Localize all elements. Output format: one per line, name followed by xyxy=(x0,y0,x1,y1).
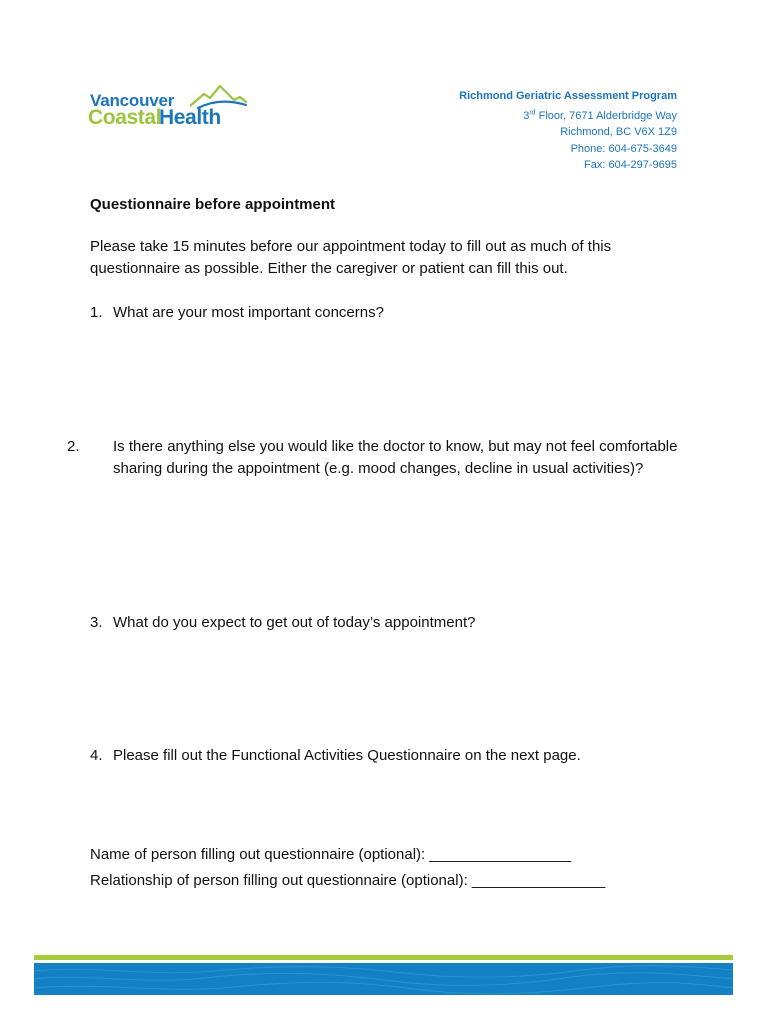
footer-blue-band xyxy=(34,963,733,995)
name-field-line[interactable]: Name of person filling out questionnaire (optional): _________________ xyxy=(90,846,572,863)
wave-pattern-icon xyxy=(34,963,733,995)
question-1 xyxy=(90,302,690,324)
address-city: Richmond, BC V6X 1Z9 xyxy=(560,126,677,138)
question-number: 1. xyxy=(90,304,103,321)
questionnaire-body xyxy=(67,194,690,889)
program-name: Richmond Geriatric Assessment Program xyxy=(459,90,677,102)
address-floor-line xyxy=(459,108,677,125)
floor-suffix: rd xyxy=(529,108,536,116)
logo-word-vancouver: Vancouver xyxy=(90,91,175,110)
question-text: What do you expect to get out of today’s appointment? xyxy=(113,614,476,631)
question-text: What are your most important concerns? xyxy=(113,304,384,321)
footer-green-rule xyxy=(34,955,733,960)
question-number: 3. xyxy=(90,614,103,631)
logo-word-health: Health xyxy=(159,106,221,129)
vch-logo xyxy=(88,84,248,134)
fax-number: Fax: 604-297-9695 xyxy=(584,159,677,171)
phone-number: Phone: 604-675-3649 xyxy=(570,142,677,155)
floor-number: 3 xyxy=(523,109,530,122)
relationship-field-line[interactable]: Relationship of person filling out questionnaire (optional): ________________ xyxy=(90,872,606,889)
question-number: 2. xyxy=(67,438,80,455)
street-address: Floor, 7671 Alderbridge Way xyxy=(535,109,677,122)
clinic-address-block xyxy=(459,88,677,174)
question-3 xyxy=(90,612,690,634)
question-text: Please fill out the Functional Activities Questionnaire on the next page. xyxy=(113,747,581,764)
intro-paragraph: Please take 15 minutes before our appointment today to fill out as much of this questionnaire as possible. Either the caregiver or patient can fill this out. xyxy=(90,238,612,277)
question-number: 4. xyxy=(90,747,103,764)
question-2 xyxy=(67,436,690,480)
document-title: Questionnaire before appointment xyxy=(90,196,336,213)
logo-word-coastal: Coastal xyxy=(88,106,162,129)
question-text: Is there anything else you would like the doctor to know, but may not feel comfortable sharing during the appointment (e.g. mood changes, decline in usual activities)? xyxy=(113,438,678,477)
question-4 xyxy=(90,745,690,767)
